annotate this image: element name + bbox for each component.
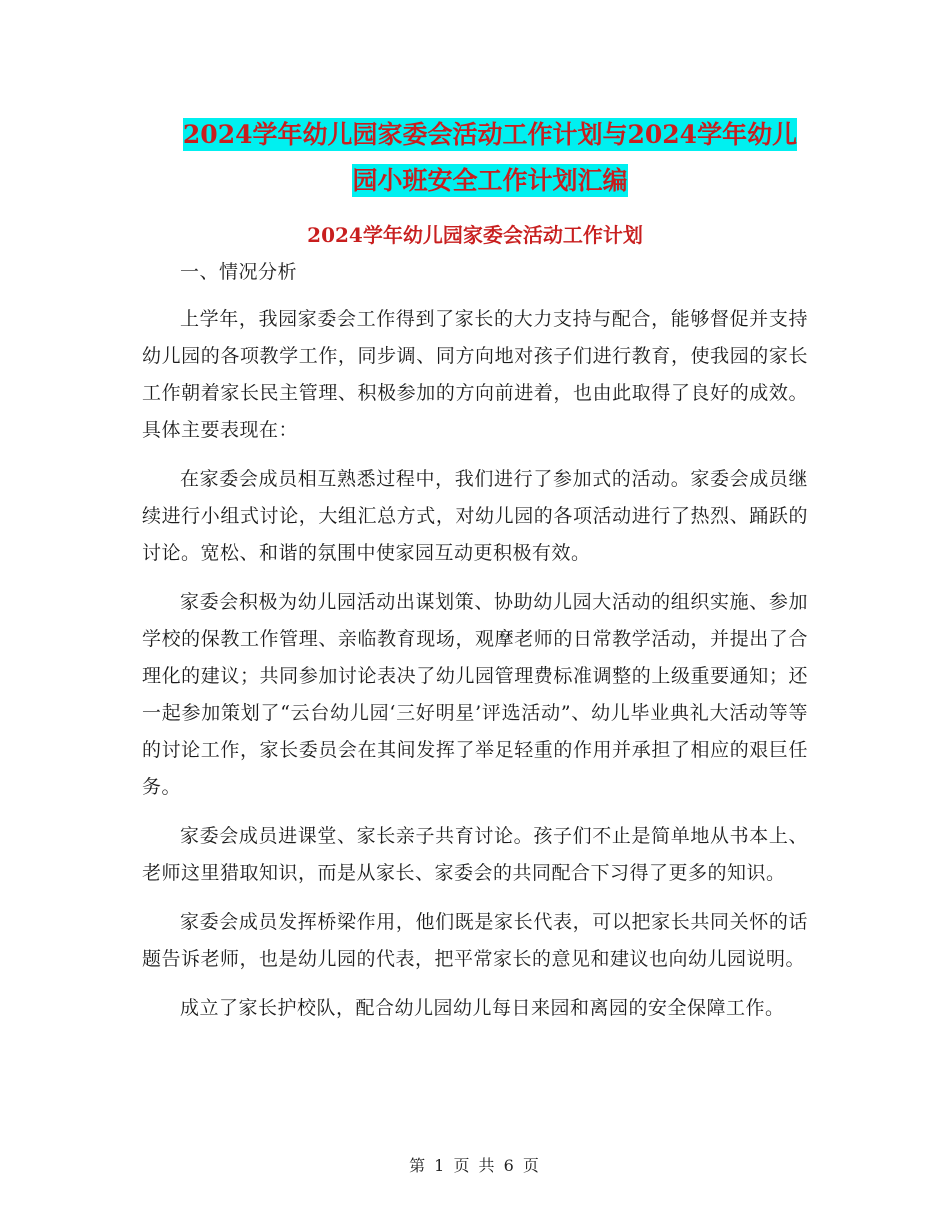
paragraph-6: 成立了家长护校队，配合幼儿园幼儿每日来园和离园的安全保障工作。 [180,997,785,1019]
paragraph-5: 家委会成员发挥桥梁作用，他们既是家长代表，可以把家长共同关怀的话题告诉老师，也是幼儿园的代表，把平常家长的意见和建议也向幼儿园说明。 [142,911,808,970]
document-title [150,112,830,204]
heading-situation-analysis: 一、情况分析 [180,261,298,283]
section-title: 2024学年幼儿园家委会活动工作计划 [307,223,643,247]
document-title-line-2: 园小班安全工作计划汇编 [352,166,628,195]
page-footer: 第 1 页 共 6 页 [409,1156,541,1175]
document-body [142,261,808,1039]
paragraph-3: 家委会积极为幼儿园活动出谋划策、协助幼儿园大活动的组织实施、参加学校的保教工作管理、亲临教育现场，观摩老师的日常教学活动，并提出了合理化的建议；共同参加讨论表决了幼儿园管理费标准调整的上级重要通知；还一起参加策划了“云台幼儿园‘三好明星’评选活动”、幼儿毕业典礼大活动等等的讨论工作，家长委员会在其间发挥了举足轻重的作用并承担了相应的艰巨任务。 [142,591,808,798]
paragraph-2: 在家委会成员相互熟悉过程中，我们进行了参加式的活动。家委会成员继续进行小组式讨论，大组汇总方式，对幼儿园的各项活动进行了热烈、踊跃的讨论。宽松、和谐的氛围中使家园互动更积极有效。 [142,468,808,564]
paragraph-1: 上学年，我园家委会工作得到了家长的大力支持与配合，能够督促并支持幼儿园的各项教学工作，同步调、同方向地对孩子们进行教育，使我园的家长工作朝着家长民主管理、积极参加的方向前进着，也由此取得了良好的成效。具体主要表现在： [142,308,808,441]
document-title-line-1: 2024学年幼儿园家委会活动工作计划与2024学年幼儿 [182,120,798,149]
paragraph-4: 家委会成员进课堂、家长亲子共育讨论。孩子们不止是简单地从书本上、老师这里猎取知识，而是从家长、家委会的共同配合下习得了更多的知识。 [142,825,808,884]
